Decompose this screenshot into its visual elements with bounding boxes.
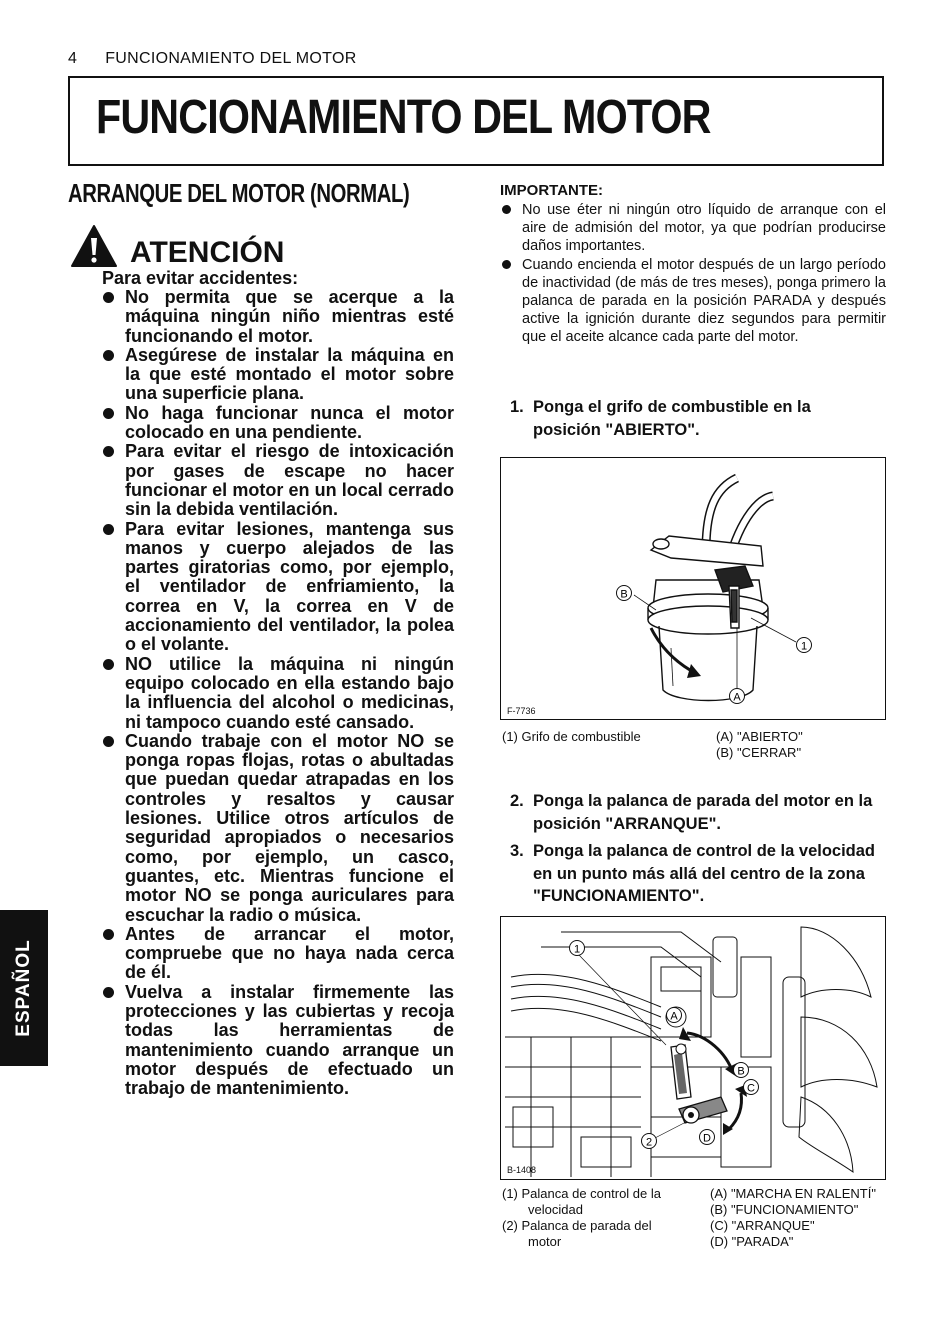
callout-b: B: [620, 588, 628, 601]
figure1-legend-left: [502, 729, 641, 745]
figure2-legend-left: [502, 1186, 686, 1250]
section-title: ARRANQUE DEL MOTOR (NORMAL): [68, 178, 410, 208]
step-number: 1.: [510, 398, 524, 416]
callout-a: A: [670, 1010, 678, 1023]
callout-a: A: [733, 691, 741, 704]
step-number: 3.: [510, 842, 524, 860]
warning-item: Para evitar lesiones, mantenga sus manos y cuerpo alejados de las partes giratorias como, por ejemplo, el ventilador de enfriamiento, la correa en V, la correa en V de accionamiento del ventilador, la polea o el volante.: [100, 520, 454, 655]
callout-1: 1: [573, 943, 581, 956]
legend-item: (A) "MARCHA EN RALENTÍ": [710, 1186, 876, 1201]
language-tab: [0, 910, 48, 1066]
legend-item: (2) Palanca de parada del: [502, 1218, 652, 1233]
callout-c: C: [747, 1082, 755, 1095]
step-2: [510, 790, 880, 835]
fuel-cock-illustration: [501, 458, 884, 718]
figure1-legend-right: [716, 729, 803, 761]
warning-item: Asegúrese de instalar la máquina en la que esté montado el motor sobre una superficie plana.: [100, 346, 454, 404]
warning-item: Vuelva a instalar firmemente las protecciones y las cubiertas y recoja todas las herramientas de mantenimiento cuando arranque un motor después de efectuado un trabajo de mantenimiento.: [100, 983, 454, 1099]
warning-item: NO utilice la máquina ni ningún equipo colocado en ella estando bajo la influencia del alcohol o medicinas, ni tampoco cuando esté cansado.: [100, 655, 454, 732]
step-3: [510, 840, 880, 908]
page-number: 4: [68, 50, 78, 67]
legend-item: (A) "ABIERTO": [716, 729, 803, 744]
legend-item: motor: [528, 1234, 562, 1249]
legend-item: (C) "ARRANQUE": [710, 1218, 815, 1233]
chapter-title: FUNCIONAMIENTO DEL MOTOR: [96, 91, 711, 144]
warning-item: No permita que se acerque a la máquina ningún niño mientras esté funcionando el motor.: [100, 288, 454, 346]
engine-levers-figure: [500, 916, 886, 1180]
important-item: Cuando encienda el motor después de un largo período de inactividad (de más de tres meses), ponga primero la palanca de parada en la posición PARADA y después active la ignición durante diez segundos para permitir que el aceite alcance cada parte del motor.: [500, 256, 886, 347]
warning-item: Para evitar el riesgo de intoxicación por gases de escape no hacer funcionar el motor en un local cerrado sin la debida ventilación.: [100, 442, 454, 519]
legend-item: velocidad: [528, 1202, 583, 1217]
legend-item: (B) "CERRAR": [716, 745, 802, 760]
legend-item: (1) Grifo de combustible: [502, 729, 641, 744]
step-text: Ponga el grifo de combustible en la posición "ABIERTO".: [533, 398, 811, 439]
legend-item: (B) "FUNCIONAMIENTO": [710, 1202, 859, 1217]
warning-triangle-icon: [70, 224, 118, 268]
figure2-legend-right: [710, 1186, 876, 1250]
important-label: IMPORTANTE:: [500, 182, 604, 199]
warning-item: No haga funcionar nunca el motor colocado en una pendiente.: [100, 404, 454, 443]
running-title: FUNCIONAMIENTO DEL MOTOR: [105, 50, 357, 67]
warning-item: Antes de arrancar el motor, compruebe que no haya nada cerca de él.: [100, 925, 454, 983]
callout-1: 1: [800, 640, 808, 653]
important-item: No use éter ni ningún otro líquido de arranque con el aire de admisión del motor, ya que podrían producirse daños importantes.: [500, 201, 886, 256]
callout-d: D: [703, 1132, 711, 1145]
language-tab-label: ESPAÑOL: [13, 939, 34, 1037]
warning-intro: Para evitar accidentes:: [102, 268, 299, 288]
step-number: 2.: [510, 792, 524, 810]
figure-code: F-7736: [507, 706, 536, 716]
important-list: [500, 201, 886, 347]
step-1: [510, 396, 880, 441]
legend-item: (D) "PARADA": [710, 1234, 794, 1249]
warning-item: Cuando trabaje con el motor NO se ponga ropas flojas, rotas o abultadas que puedan quedar atrapadas en los controles y resaltos y causar lesiones. Utilice otros artículos de seguridad apropiados o necesarios como, por ejemplo, un casco, guantes, etc. Mientras funcione el motor NO se ponga auriculares para escuchar la radio o música.: [100, 732, 454, 925]
running-header: [68, 50, 357, 68]
warning-heading: [70, 224, 284, 268]
callout-2: 2: [645, 1136, 653, 1149]
step-text: Ponga la palanca de parada del motor en la posición "ARRANQUE".: [533, 792, 873, 833]
figure-code: B-1408: [507, 1165, 537, 1175]
step-text: Ponga la palanca de control de la velocidad en un punto más allá del centro de la zona "FUNCIONAMIENTO".: [533, 842, 876, 905]
chapter-title-box: [68, 76, 884, 166]
callout-b: B: [737, 1065, 745, 1078]
fuel-cock-figure: [500, 457, 886, 720]
engine-levers-illustration: [501, 917, 884, 1178]
legend-item: (1) Palanca de control de la: [502, 1186, 661, 1201]
warning-list: [100, 288, 454, 1098]
warning-title: ATENCIÓN: [130, 236, 285, 269]
